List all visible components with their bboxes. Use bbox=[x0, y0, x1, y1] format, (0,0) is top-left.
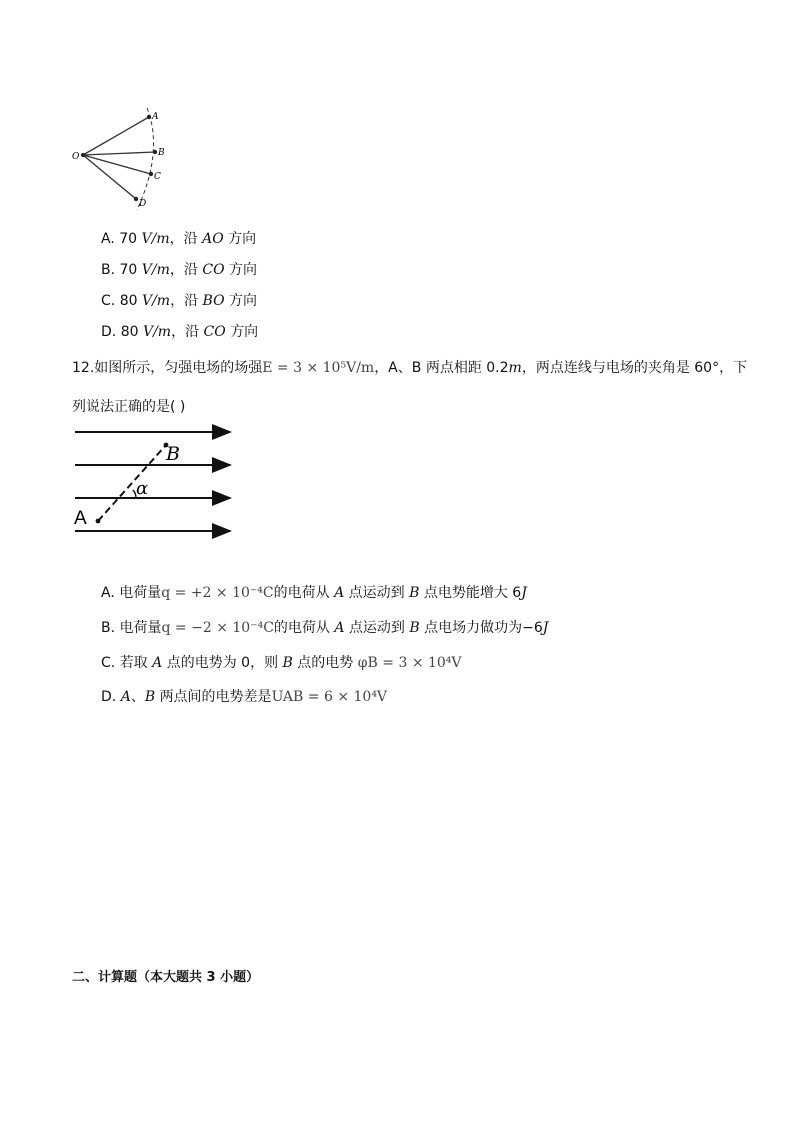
label-d: D bbox=[139, 199, 147, 209]
q11-option-b[interactable]: B. 70 V/m，沿 CO 方向 bbox=[101, 262, 258, 278]
q11-option-c[interactable]: C. 80 V/m，沿 BO 方向 bbox=[101, 293, 258, 309]
label-c: C bbox=[154, 172, 161, 182]
section-heading: 二、计算题（本大题共 3 小题） bbox=[72, 970, 260, 985]
figure-oabcd-arc bbox=[68, 106, 178, 214]
point-c bbox=[149, 172, 153, 176]
point-o bbox=[81, 153, 85, 157]
label-alpha: α bbox=[136, 478, 149, 499]
label-a: A bbox=[74, 508, 87, 529]
ray-oc bbox=[83, 155, 151, 174]
label-o: O bbox=[72, 152, 80, 162]
ray-od bbox=[83, 155, 136, 199]
q11-option-d[interactable]: D. 80 V/m，沿 CO 方向 bbox=[101, 324, 259, 340]
point-b bbox=[153, 150, 157, 154]
ray-ob bbox=[83, 152, 155, 155]
point-d bbox=[134, 197, 138, 201]
ray-oa bbox=[83, 117, 149, 155]
segment-ab-dashed bbox=[98, 445, 166, 521]
q12-option-a[interactable]: A. 电荷量q = +2 × 10⁻⁴C的电荷从 A 点运动到 B 点电势能增大 6J bbox=[101, 585, 527, 601]
figure-uniform-field bbox=[70, 420, 240, 542]
q12-option-d[interactable]: D. A、B 两点间的电势差是UAB = 6 × 10⁴V bbox=[101, 689, 388, 705]
q11-option-a[interactable]: A. 70 V/m，沿 AO 方向 bbox=[101, 231, 257, 247]
q12-stem-line2: 列说法正确的是( ) bbox=[72, 399, 186, 415]
q12-stem-line1: 12.如图所示，匀强电场的场强E = 3 × 10⁵V/m，A、B 两点相距 0.2m，两点连线与电场的夹角是 60°，下 bbox=[72, 360, 748, 376]
point-a bbox=[96, 519, 101, 524]
dashed-arc bbox=[137, 108, 154, 210]
label-b: B bbox=[158, 148, 165, 158]
q12-option-b[interactable]: B. 电荷量q = −2 × 10⁻⁴C的电荷从 A 点运动到 B 点电场力做功为−6J bbox=[101, 620, 549, 636]
q12-option-c[interactable]: C. 若取 A 点的电势为 0，则 B 点的电势 φB = 3 × 10⁴V bbox=[101, 655, 462, 671]
point-a bbox=[147, 115, 151, 119]
label-a: A bbox=[152, 112, 159, 122]
label-b: B bbox=[166, 443, 180, 465]
